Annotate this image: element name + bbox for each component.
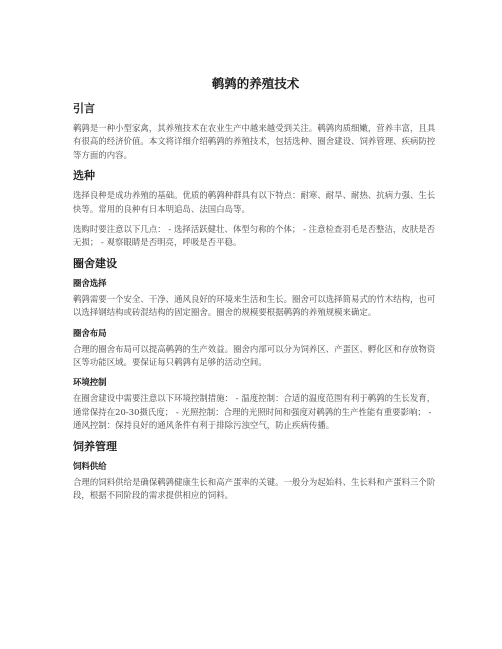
paragraph: 选择良种是成功养殖的基础。优质的鹌鹑种群具有以下特点：耐寒、耐旱、耐热、抗病力强、生长快等。常用的良种有日本明追岛、法国白岛等。 (73, 190, 436, 214)
section-heading: 引言 (73, 102, 95, 115)
subsection-feed-supply (73, 460, 438, 503)
paragraph: 合理的圈舍布局可以提高鹌鹑的生产效益。圈舍内部可以分为饲养区、产蛋区、孵化区和存放物资区等功能区域。要保证每只鹌鹑有足够的活动空间。 (73, 343, 436, 368)
document-title: 鹌鹑的养殖技术 (211, 76, 300, 91)
paragraph: 选购时要注意以下几点： - 选择活跃健壮、体型匀称的个体； - 注意检查羽毛是否整洁，皮肤是否无损； - 观察眼睛是否明亮，呼吸是否平稳。 (73, 224, 436, 248)
paragraph: 鹌鹑是一种小型家禽，其养殖技术在农业生产中越来越受到关注。鹌鹑肉质细嫩，营养丰富，且具有很高的经济价值。本文将详细介绍鹌鹑的养殖技术，包括选种、圈舍建设、饲养管理、疾病防控等方面的内容。 (73, 123, 436, 160)
subsection-environment-control (73, 376, 438, 432)
section-heading: 选种 (73, 169, 95, 183)
section-breed-selection (73, 169, 438, 250)
section-heading: 圈舍建设 (73, 256, 117, 270)
section-introduction (73, 102, 438, 162)
section-heading: 饲养管理 (73, 439, 117, 453)
document-page (73, 76, 438, 510)
subsection-heading: 圈舍选择 (73, 277, 107, 288)
paragraph: 鹌鹑需要一个安全、干净、通风良好的环境来生活和生长。圈舍可以选择简易式的竹木结构，也可以选择钢结构或砖混结构的固定圈舍。圈舍的规模要根据鹌鹑的养殖规模来确定。 (73, 293, 436, 318)
subsection-heading: 圈舍布局 (73, 327, 107, 338)
section-housing-construction (73, 257, 438, 433)
subsection-housing-selection (73, 277, 438, 320)
subsection-heading: 饲料供给 (73, 460, 107, 471)
subsection-heading: 环境控制 (73, 377, 107, 388)
paragraph: 在圈舍建设中需要注意以下环境控制措施： - 温度控制：合适的温度范围有利于鹌鹑的生长发育，通常保持在20-30摄氏度； - 光照控制：合理的光照时间和强度对鹌鹑的生产性能有重要影响； - 通风控制：保持良好的通风条件有利于排除污浊空气，防止疾病传播。 (73, 393, 436, 431)
section-feeding-management (73, 440, 438, 503)
paragraph: 合理的饲料供给是确保鹌鹑健康生长和高产蛋率的关键。一般分为起始料、生长料和产蛋料三个阶段，根据不同阶段的需求提供相应的饲料。 (73, 476, 436, 501)
subsection-housing-layout (73, 327, 438, 370)
